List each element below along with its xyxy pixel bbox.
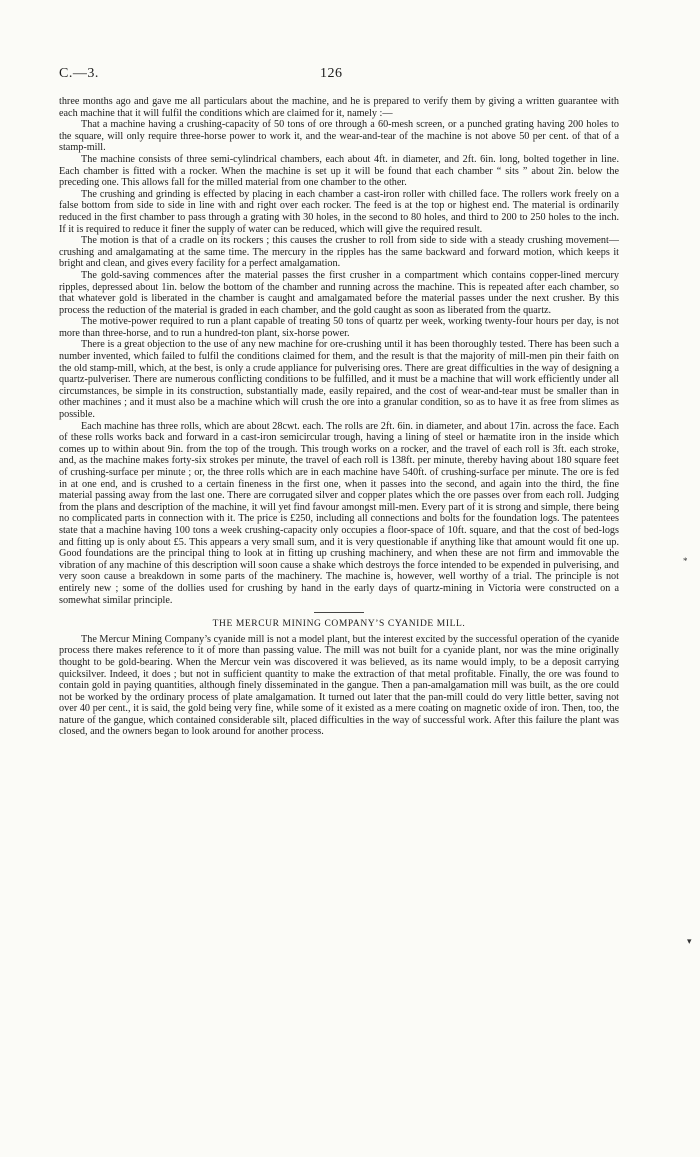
paragraph: The motive-power required to run a plant capable of treating 50 tons of quartz per week, working twenty-four hours per day, is not more than three-horse, and to run a hundred-ton plant, six-horse power. [59, 316, 619, 339]
paragraph: The crushing and grinding is effected by placing in each chamber a cast-iron roller with chilled face. The rollers work freely on a false bottom from side to side in line with and right over each rocker. The feed is at the top or highest end. The material is ordinarily reduced in the first chamber to pass through a grating with 30 holes, in the second to 80 holes, and third to 200 to 250 holes to the inch. If it is required to reduce it finer the supply of water can be reduced, which will give the required result. [59, 188, 619, 235]
document-reference: C.—3. [59, 66, 99, 81]
paragraph: Each machine has three rolls, which are about 28cwt. each. The rolls are 2ft. 6in. in diameter, and about 17in. across the face. Each of these rolls works back and forward in a cast-iron semicircular trough, having a lining of steel or hæmatite iron in the inside which comes up to within about 9in. from the top of the trough. This trough works on a rocker, and the travel of each roll is 3ft. each stroke, and, as the machine makes forty-six strokes per minute, the travel of each roll is 138ft. per minute, thereby having about 180 square feet of crushing-surface per minute ; or, the three rolls which are in each machine have 540ft. of crushing-surface per minute. The ore is fed in at one end, and is crushed to a certain fineness in the first one, when it passes into the second, and again into the third, the fine material passing away from the last one. There are corrugated silver and copper plates which the ore passes over from each roll. Judging from the plans and description of the machine, it will yet find favour amongst mill-men. Every part of it is strong and simple, there being no complicated parts in connection with it. The price is £250, including all connections and bolts for the foundation logs. The patentees state that a machine having 100 tons a week crushing-capacity only occupies a floor-space of 10ft. square, and that the cost of bed-logs and fitting up is only about £5. This appears a very small sum, and it is very questionable if anything like that amount would fit one up. Good foundations are the principal thing to look at in fitting up crushing machinery, and when these are not firm and immovable the vibration of any machine of this description will soon cause a shake which destroys the force intended to be expended in pulverising, and very soon cause a breakdown in some parts of the machinery. The machine is, however, well worthy of a trial. The principle is not entirely new ; some of the dollies used for crushing by hand in the early days of quartz-mining in Victoria were constructed on a somewhat similar principle. [59, 420, 619, 606]
body-text [59, 96, 619, 738]
paragraph: There is a great objection to the use of any new machine for ore-crushing until it has been thoroughly tested. There has been such a number invented, which failed to fulfil the conditions claimed for them, and the result is that the majority of mill-men pin their faith on the old stamp-mill, which, at the best, is only a crude appliance for pulverising ores. There are great difficulties in the way of designing a quartz-pulveriser. There are numerous conflicting conditions to be fulfilled, and it must be a machine that will work efficiently under all circumstances, be simple in its construction, substantially made, easily repaired, and the cost of wear-and-tear must be smaller than in other machines ; and it must also be a machine which will crush the ore into a granular condition, so as to have it as free from slimes as possible. [59, 339, 619, 421]
paragraph: The motion is that of a cradle on its rockers ; this causes the crusher to roll from side to side with a steady crushing movement—crushing and amalgamating at the same time. The mercury in the ripples has the same backward and forward motion, which keeps it bright and clean, and gives every facility for a perfect amalgamation. [59, 235, 619, 270]
section-title: THE MERCUR MINING COMPANY’S CYANIDE MILL. [212, 619, 466, 630]
paragraph: That a machine having a crushing-capacity of 50 tons of ore through a 60-mesh screen, or a punched grating having 200 holes to the square, will only require three-horse power to work it, and the wear-and-tear of the machine is not above 50 per cent. of that of a stamp-mill. [59, 119, 619, 154]
paragraph: The machine consists of three semi-cylindrical chambers, each about 4ft. in diameter, and 2ft. 6in. long, bolted together in line. Each chamber is fitted with a rocker. When the machine is set up it will be found that each chamber “ sits ” about 2in. below the preceding one. This allows fall for the milled material from one chamber to the other. [59, 153, 619, 189]
page-number: 126 [320, 66, 343, 81]
margin-mark: ▾ [687, 936, 692, 946]
section-divider [314, 612, 364, 613]
paragraph: The gold-saving commences after the material passes the first crusher in a compartment which contains copper-lined mercury ripples, depressed about 1in. below the bottom of the chamber and running across the machine. This is repeated after each chamber, so that whatever gold is liberated in the chamber is caught and amalgamated before the material passes under the next crusher. By this process the reduction of the material is graded in each chamber, and the gold caught as soon as liberated from the quartz. [59, 269, 619, 316]
margin-mark: * [683, 556, 688, 566]
paragraph: The Mercur Mining Company’s cyanide mill is not a model plant, but the interest excited by the successful operation of the cyanide process there makes reference to it of more than passing value. The mill was not built for a cyanide plant, nor was the mine originally thought to be gold-bearing. When the Mercur vein was discovered it was believed, as its name would imply, to be a deposit carrying quicksilver. Indeed, it does ; but not in sufficient quantity to make the extraction of that metal profitable. Finally, the ore was found to contain gold in paying quantities, although finely disseminated in the gangue. Then a pan-amalgamation mill was built, as the ore could not be worked by the ordinary process of plate amalgamation. It turned out later that the pan-mill could do very little better, saving not over 40 per cent., it is said, the gold being very fine, while some of it existed as a mere coating on magnetic oxide of iron. Then, too, the nature of the gangue, which contained considerable silt, placed difficulties in the way of successful work. After this failure the plant was closed, and the owners began to look around for another process. [59, 633, 619, 738]
paragraph: three months ago and gave me all particulars about the machine, and he is prepared to verify them by giving a written guarantee with each machine that it will fulfil the conditions which are claimed for it, namely :— [59, 96, 619, 119]
